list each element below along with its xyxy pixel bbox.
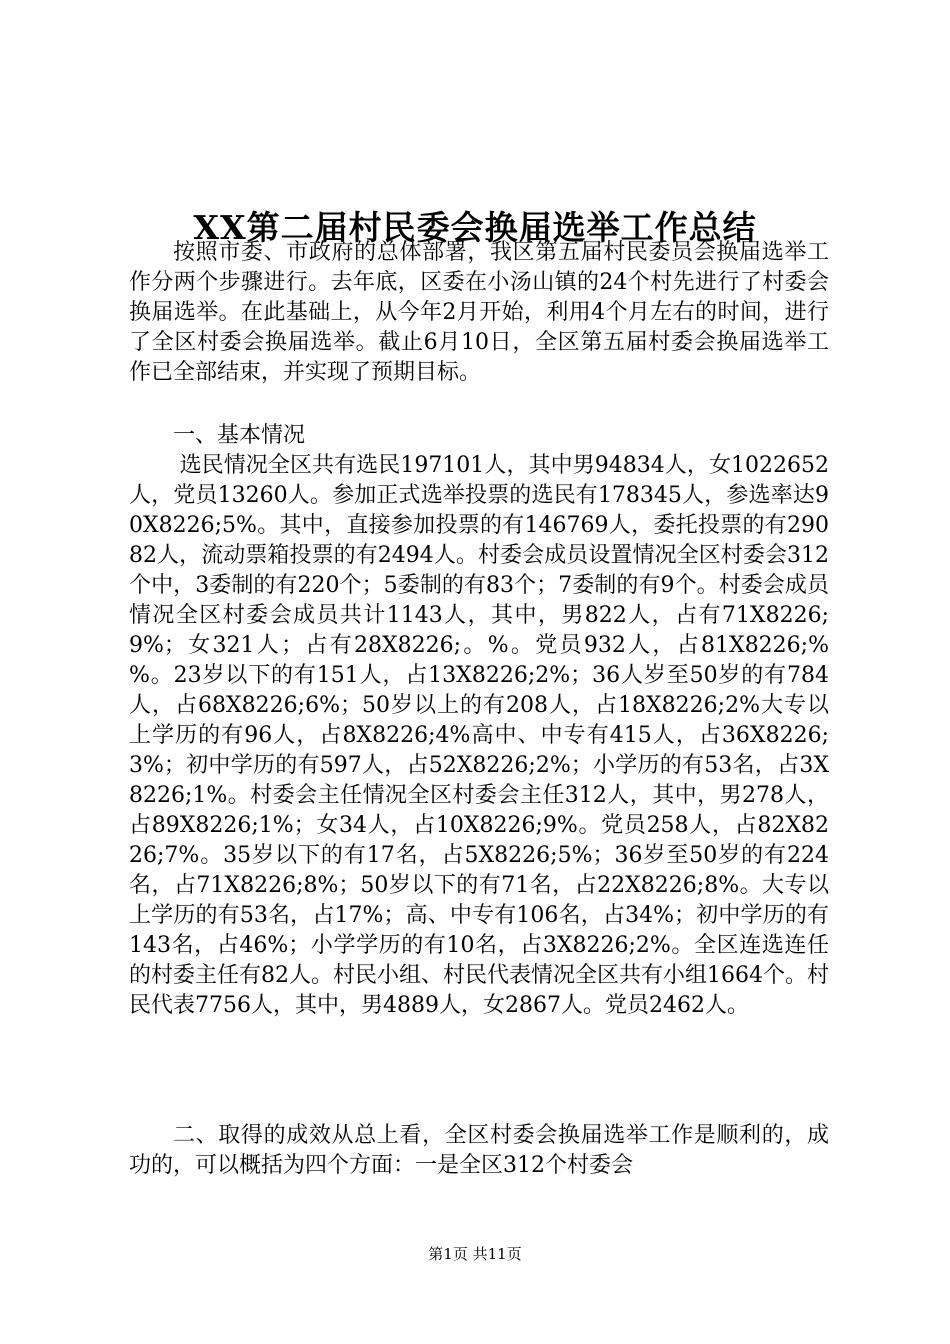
document-title: XX第二届村民委会换届选举工作总结 [193, 208, 757, 248]
results-paragraph: 二、取得的成效从总上看，全区村委会换届选举工作是顺利的，成功的，可以概括为四个方面：一是全区312个村委会 [129, 1123, 829, 1178]
page-footer: 第1页 共11页 [428, 1245, 522, 1263]
statistics-paragraph: 选民情况全区共有选民197101人，其中男94834人，女1022652人，党员13260人。参加正式选举投票的选民有178345人，参选率达90X8226;5%。其中，直接参加投票的有146769人，委托投票的有29082人，流动票箱投票的有2494人。村委会成员设置情况全区村委会312个中，3委制的有220个；5委制的有83个；7委制的有9个。村委会成员情况全区村委会成员共计1143人，其中，男822人，占有71X8226;9%；女321人；占有28X8226;。%。党员932人，占81X8226;%%。23岁以下的有151人，占13X8226;2%；36人岁至50岁的有784人，占68X8226;6%；50岁以上的有208人，占18X8226;2%大专以上学历的有96人，占8X8226;4%高中、中专有415人，占36X8226;3%；初中学历的有597人，占52X8226;2%；小学历的有53名，占3X8226;1%。村委会主任情况全区村委会主任312人，其中，男278人，占89X8226;1%；女34人，占10X8226;9%。党员258人，占82X8226;7%。35岁以下的有17名，占5X8226;5%；36岁至50岁的有224名，占71X8226;8%；50岁以下的有71名，占22X8226;8%。大专以上学历的有53名，占17%；高、中专有106名，占34%；初中学历的有143名，占46%；小学学历的有10名，占3X8226;2%。全区连选连任的村委主任有82人。村民小组、村民代表情况全区共有小组1664个。村民代表7756人，其中，男4889人，女2867人。党员2462人。 [129, 453, 829, 1018]
intro-paragraph: 按照市委、市政府的总体部署，我区第五届村民委员会换届选举工作分两个步骤进行。去年底，区委在小汤山镇的24个村先进行了村委会换届选举。在此基础上，从今年2月开始，利用4个月左右的时间，进行了全区村委会换届选举。截止6月10日，全区第五届村委会换届选举工作已全部结束，并实现了预期目标。 [129, 240, 829, 385]
section-heading-basic-situation: 一、基本情况 [173, 423, 306, 448]
